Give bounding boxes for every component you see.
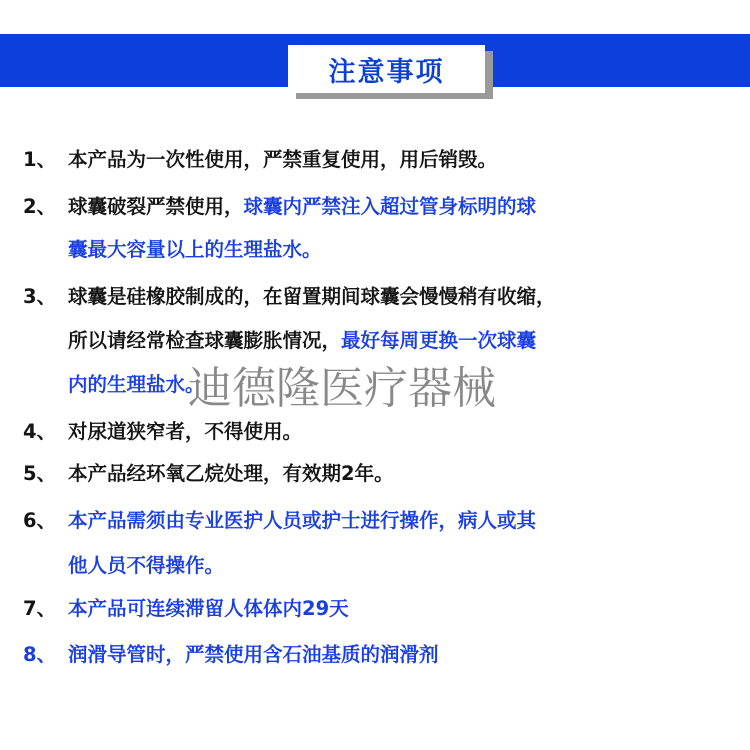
- item-number: 1、: [23, 148, 57, 171]
- item-text-highlight: 囊最大容量以上的生理盐水。: [68, 238, 322, 261]
- item-text-highlight: 本产品需须由专业医护人员或护士进行操作，病人或其: [68, 509, 537, 532]
- item-text-highlight: 内的生理盐水。: [68, 373, 205, 396]
- watermark: 迪德隆医疗器械: [188, 363, 496, 414]
- list-item-1: [23, 145, 750, 175]
- item-text: 对尿道狭窄者，不得使用。: [68, 420, 303, 443]
- item-number: 8、: [23, 643, 57, 666]
- list-item-5: [23, 459, 750, 489]
- item-text: 本产品为一次性使用，严禁重复使用，用后销毁。: [68, 148, 498, 171]
- item-text: 本产品经环氧乙烷处理，有效期2年。: [68, 462, 394, 485]
- item-text-highlight: 最好每周更换一次球囊: [341, 329, 537, 352]
- item-number: 3、: [23, 285, 57, 308]
- list-item-2-continuation: [23, 235, 750, 265]
- item-number: 2、: [23, 195, 57, 218]
- list-item-3: [23, 282, 750, 312]
- item-number: 6、: [23, 509, 57, 532]
- item-text: 球囊破裂严禁使用，: [68, 195, 244, 218]
- list-item-6: [23, 506, 750, 536]
- page-title: 注意事项: [328, 56, 445, 88]
- item-text: 所以请经常检查球囊膨胀情况，: [68, 329, 342, 352]
- item-text: 球囊是硅橡胶制成的，在留置期间球囊会慢慢稍有收缩，: [68, 285, 556, 308]
- item-text-highlight: 本产品可连续滞留人体体内29天: [68, 597, 349, 620]
- item-text-highlight: 他人员不得操作。: [68, 554, 225, 577]
- list-item-2: [23, 192, 750, 222]
- item-number: 7、: [23, 597, 57, 620]
- list-item-4: [23, 417, 750, 447]
- list-item-6-continuation: [23, 551, 750, 581]
- item-text-highlight: 球囊内严禁注入超过管身标明的球: [243, 195, 537, 218]
- item-text-highlight: 润滑导管时，严禁使用含石油基质的润滑剂: [68, 643, 439, 666]
- list-item-8: [23, 640, 750, 670]
- item-number: 5、: [23, 462, 57, 485]
- list-item-7: [23, 594, 750, 624]
- item-number: 4、: [23, 420, 57, 443]
